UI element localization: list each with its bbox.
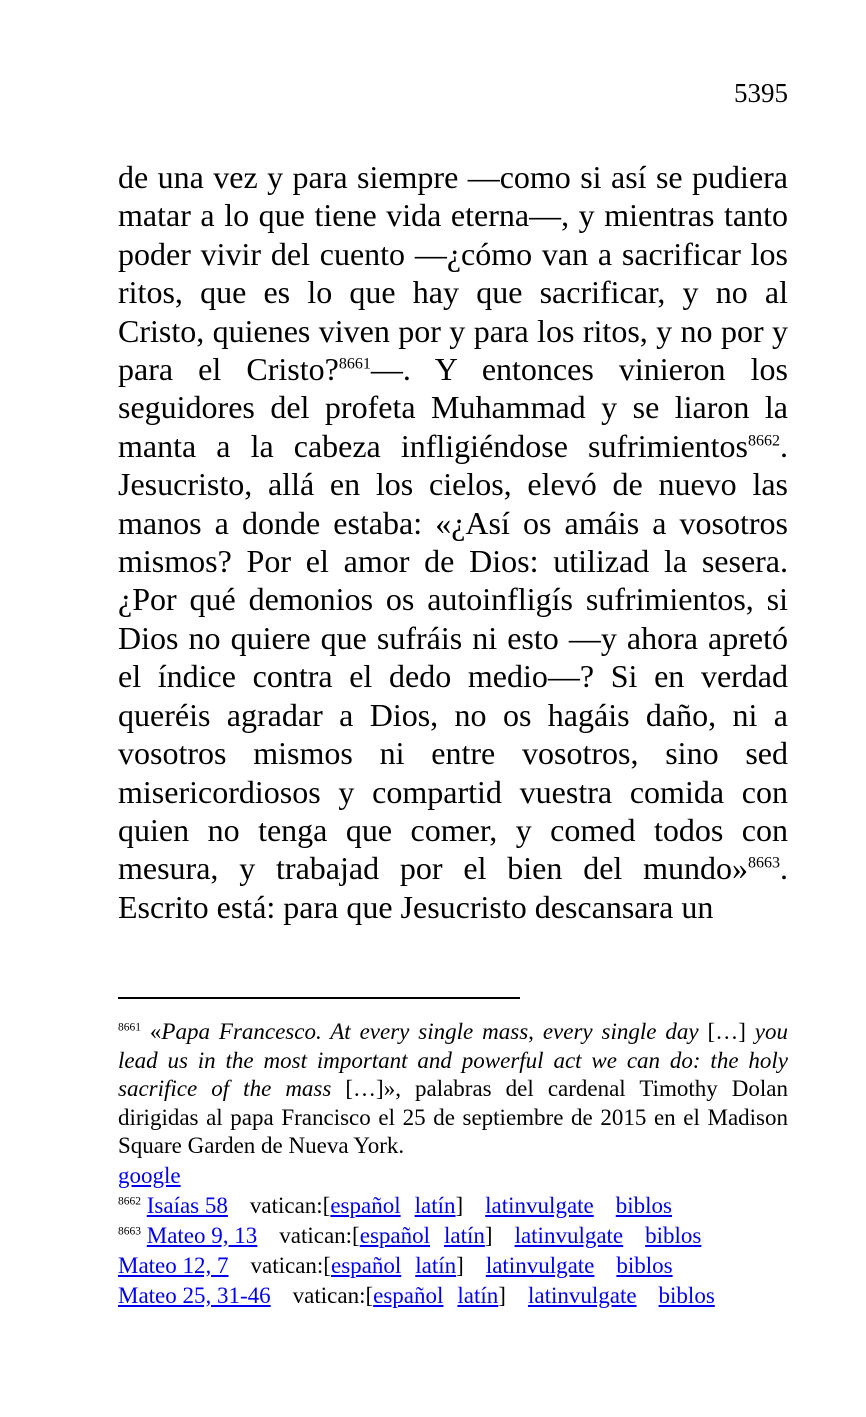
google-link[interactable]: google bbox=[118, 1162, 181, 1188]
latinvulgate-link[interactable]: latinvulgate bbox=[514, 1222, 624, 1248]
ellipsis: […] bbox=[698, 1019, 755, 1044]
latin-link[interactable]: latín bbox=[415, 1252, 457, 1278]
body-text-part-3: . Jesucristo, allá en los cielos, elevó de nuevo las manos a donde estaba: «¿Así os amáis a vosotros mismos? Por el amor de Dios: utilizad la sesera. ¿Por qué demonios os autoinfligís sufrimientos, si Dios no quiere que sufráis ni esto —y ahora apretó el índice contra el dedo medio—? Si en verdad queréis agradar a Dios, no os hagáis daño, ni a vosotros mismos ni entre vosotros, sino sed misericordiosos y compartid vuestra comida con quien no tenga que comer, y comed todos con mesura, y trabajad por el bien del mundo» bbox=[118, 427, 788, 887]
footnote-8663-row-2 bbox=[118, 1251, 788, 1281]
quote-italic-1: Papa Francesco. At every single mass, every single day bbox=[161, 1019, 699, 1044]
footnote-text: […]», palabras del cardenal Timothy Dolan dirigidas al papa Francisco el 25 de septiembre de 2015 en el Madison Square Garden de Nueva York. bbox=[118, 1076, 788, 1158]
espanol-link[interactable]: español bbox=[373, 1282, 444, 1308]
footnote-ref-8663: 8663 bbox=[748, 854, 780, 872]
footnote-8663-row-3 bbox=[118, 1281, 788, 1311]
bracket-close: ] bbox=[456, 1252, 464, 1278]
latin-link[interactable]: latín bbox=[414, 1192, 456, 1218]
footnote-number: 8663 bbox=[118, 1224, 141, 1237]
open-quote: « bbox=[149, 1019, 162, 1044]
vatican-label: vatican:[ bbox=[292, 1282, 374, 1308]
biblos-link[interactable]: biblos bbox=[615, 1192, 672, 1218]
footnote-number: 8661 bbox=[118, 1021, 141, 1034]
footnote-ref-8662: 8662 bbox=[748, 432, 780, 450]
footnote-8661 bbox=[118, 1018, 788, 1161]
espanol-link[interactable]: español bbox=[330, 1192, 401, 1218]
body-text-part-4: . Escrito está: para que Jesucristo descansara un bbox=[118, 850, 788, 925]
latin-link[interactable]: latín bbox=[444, 1222, 485, 1248]
ref-link-mateo-9-13[interactable]: Mateo 9, 13 bbox=[146, 1222, 258, 1248]
latinvulgate-link[interactable]: latinvulgate bbox=[485, 1192, 594, 1218]
footnote-separator bbox=[118, 997, 520, 999]
vatican-label: vatican:[ bbox=[250, 1252, 331, 1278]
footnote-8662 bbox=[118, 1191, 788, 1221]
latin-link[interactable]: latín bbox=[457, 1282, 499, 1308]
biblos-link[interactable]: biblos bbox=[658, 1282, 715, 1308]
ref-link-mateo-25-31-46[interactable]: Mateo 25, 31-46 bbox=[118, 1282, 271, 1308]
footnote-number: 8662 bbox=[118, 1194, 141, 1207]
biblos-link[interactable]: biblos bbox=[616, 1252, 673, 1278]
quote-italic-2: you lead us in the most important and powerful act we can do: the holy sacrifice of the mass bbox=[118, 1019, 788, 1101]
latinvulgate-link[interactable]: latinvulgate bbox=[527, 1282, 637, 1308]
footnotes bbox=[118, 1018, 788, 1311]
vatican-label: vatican:[ bbox=[249, 1192, 331, 1218]
body-text-part-2: —. Y entonces vinieron los seguidores del profeta Muhammad y se liaron la manta a la cabeza infligiéndose sufrimientos bbox=[118, 351, 789, 464]
ref-link-mateo-12-7[interactable]: Mateo 12, 7 bbox=[118, 1252, 229, 1278]
latinvulgate-link[interactable]: latinvulgate bbox=[485, 1252, 595, 1278]
espanol-link[interactable]: español bbox=[330, 1252, 402, 1278]
biblos-link[interactable]: biblos bbox=[645, 1222, 702, 1248]
bracket-close: ] bbox=[498, 1282, 506, 1308]
body-text bbox=[118, 158, 788, 926]
bracket-close: ] bbox=[455, 1192, 464, 1218]
footnote-8663 bbox=[118, 1221, 788, 1251]
vatican-label: vatican:[ bbox=[279, 1222, 360, 1248]
body-text-part-1: de una vez y para siempre —como si así se pudiera matar a lo que tiene vida eterna—, y mientras tanto poder vivir del cuento —¿cómo van a sacrificar los ritos, que es lo que hay que sacrificar, y no al Cristo, quienes viven por y para los ritos, y no por y para el Cristo? bbox=[118, 159, 788, 388]
google-link-row bbox=[118, 1161, 788, 1191]
footnote-ref-8661: 8661 bbox=[338, 355, 371, 373]
bracket-close: ] bbox=[484, 1222, 493, 1248]
page-number: 5395 bbox=[734, 78, 788, 108]
espanol-link[interactable]: español bbox=[359, 1222, 430, 1248]
ref-link-isaias-58[interactable]: Isaías 58 bbox=[146, 1192, 228, 1218]
